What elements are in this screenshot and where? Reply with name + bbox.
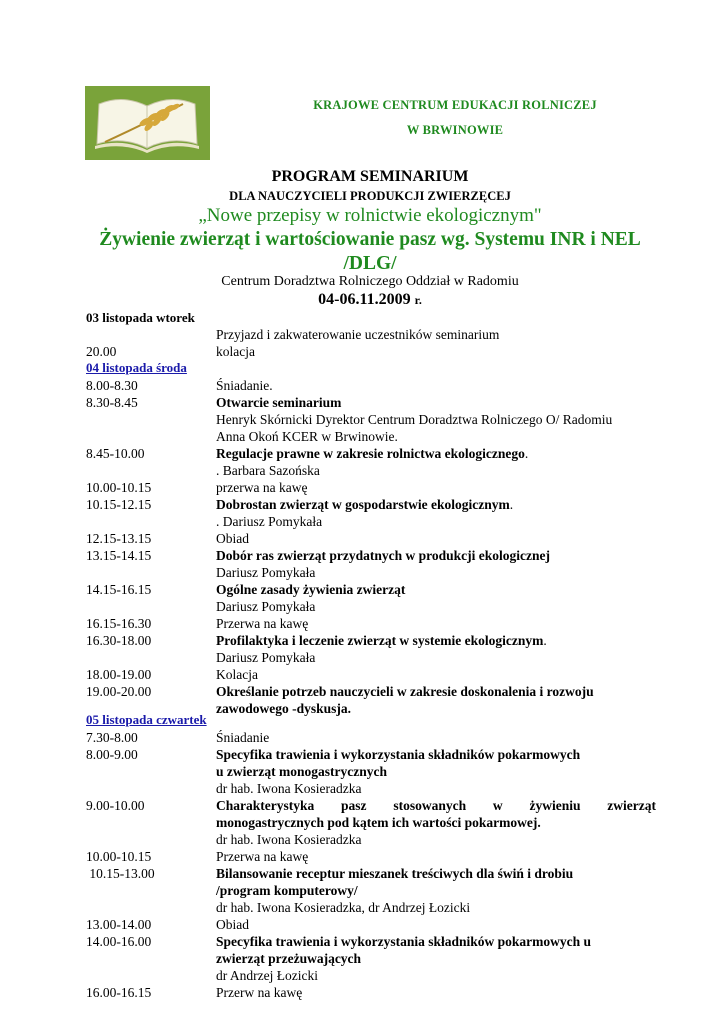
row-time: 18.00-19.00 [86,667,152,682]
row-time: 7.30-8.00 [86,730,138,745]
row-title-dot: . [509,497,514,512]
row-time: 8.00-8.30 [86,378,138,393]
row-speaker: Henryk Skórnicki Dyrektor Centrum Doradztwa Rolniczego O/ Radomiu [216,412,613,427]
row-title: Ogólne zasady żywienia zwierząt [216,582,406,597]
row-time: 14.00-16.00 [86,934,152,949]
row-title: Określanie potrzeb nauczycieli w zakresie doskonalenia i rozwoju [216,684,594,699]
day-link-wednesday[interactable]: 04 listopada środa [86,360,187,375]
dates-suffix: r. [414,293,422,307]
row-time: 12.15-13.15 [86,531,152,546]
row-title: Dobrostan zwierząt w gospodarstwie ekologicznym [216,497,510,512]
org-name-line2: W BRWINOWIE [406,123,504,137]
row-speaker: Dariusz Pomykała [216,599,316,614]
row-line: Obiad [216,917,249,932]
row-title-dot: . [524,446,529,461]
seminar-dates [85,291,655,309]
row-title-cont: monogastrycznych pod kątem ich wartości pokarmowej. [216,815,541,830]
row-line: Kolacja [216,667,258,682]
row-time: 10.15-13.00 [86,866,155,881]
row-line: Przerw na kawę [216,985,303,1000]
day-heading-tuesday: 03 listopada wtorek [86,310,195,325]
row-time: 9.00-10.00 [86,798,145,813]
row-title: Specyfika trawienia i wykorzystania składników pokarmowych [216,747,581,762]
row-title: Dobór ras zwierząt przydatnych w produkcji ekologicznej [216,548,550,563]
topic-2-line1: Żywienie zwierząt i wartościowanie pasz wg. Systemu INR i NEL [99,229,641,250]
row-title: Regulacje prawne w zakresie rolnictwa ekologicznego [216,446,525,461]
topic-2-line2: /DLG/ [343,253,397,274]
org-name-line1: KRAJOWE CENTRUM EDUKACJI ROLNICZEJ [313,98,597,112]
row-line: kolacja [216,344,255,359]
row-title: Charakterystyka pasz stosowanych w żywieniu zwierząt [216,798,656,813]
row-time: 13.15-14.15 [86,548,152,563]
row-title-cont: zawodowego -dyskusja. [216,701,352,716]
row-speaker: dr hab. Iwona Kosieradzka [216,781,362,796]
row-line: przerwa na kawę [216,480,308,495]
venue: Centrum Doradztwa Rolniczego Oddział w Radomiu [221,274,519,289]
row-title-cont: /program komputerowy/ [216,883,358,898]
row-line: Przerwa na kawę [216,849,309,864]
row-time: 10.15-12.15 [86,497,152,512]
row-line: Śniadanie. [216,378,273,393]
topic-2 [85,228,655,276]
row-time: 8.00-9.00 [86,747,138,762]
row-time: 19.00-20.00 [86,684,152,699]
row-time: 13.00-14.00 [86,917,152,932]
day-link-thursday[interactable]: 05 listopada czwartek [86,712,207,727]
row-time: 10.00-10.15 [86,849,152,864]
row-line: Przyjazd i zakwaterowanie uczestników seminarium [216,327,500,342]
program-title: PROGRAM SEMINARIUM [271,168,469,185]
row-speaker: dr hab. Iwona Kosieradzka [216,832,362,847]
row-time: 16.15-16.30 [86,616,152,631]
row-title: Bilansowanie receptur mieszanek treściwych dla świń i drobiu [216,866,574,881]
dates-value: 04-06.11.2009 [318,291,411,308]
row-line: Obiad [216,531,249,546]
row-speaker: Dariusz Pomykała [216,650,316,665]
row-time: 8.30-8.45 [86,395,138,410]
row-line: Przerwa na kawę [216,616,309,631]
topic-1: „Nowe przepisy w rolnictwie ekologicznym" [198,205,542,226]
row-title: Profilaktyka i leczenie zwierząt w systemie ekologicznym [216,633,544,648]
row-time: 16.30-18.00 [86,633,152,648]
row-line: Śniadanie [216,730,270,745]
row-speaker: Dariusz Pomykała [216,565,316,580]
logo [85,86,210,160]
row-title-cont: u zwierząt monogastrycznych [216,764,387,779]
row-title-cont: zwierząt przeżuwających [216,951,362,966]
row-speaker: . Barbara Sazońska [216,463,320,478]
row-speaker: Anna Okoń KCER w Brwinowie. [216,429,398,444]
row-time: 16.00-16.15 [86,985,152,1000]
row-time: 8.45-10.00 [86,446,145,461]
row-time: 20.00 [86,344,117,359]
row-speaker: . Dariusz Pomykała [216,514,323,529]
row-title-dot: . [543,633,547,648]
row-speaker: dr hab. Iwona Kosieradzka, dr Andrzej Łozicki [216,900,471,915]
row-speaker: dr Andrzej Łozicki [216,968,318,983]
row-time: 10.00-10.15 [86,480,152,495]
row-time: 14.15-16.15 [86,582,152,597]
row-title: Otwarcie seminarium [216,395,342,410]
audience-line: DLA NAUCZYCIELI PRODUKCJI ZWIERZĘCEJ [229,189,511,203]
book-wheat-icon [85,86,210,160]
row-title: Specyfika trawienia i wykorzystania składników pokarmowych u [216,934,592,949]
